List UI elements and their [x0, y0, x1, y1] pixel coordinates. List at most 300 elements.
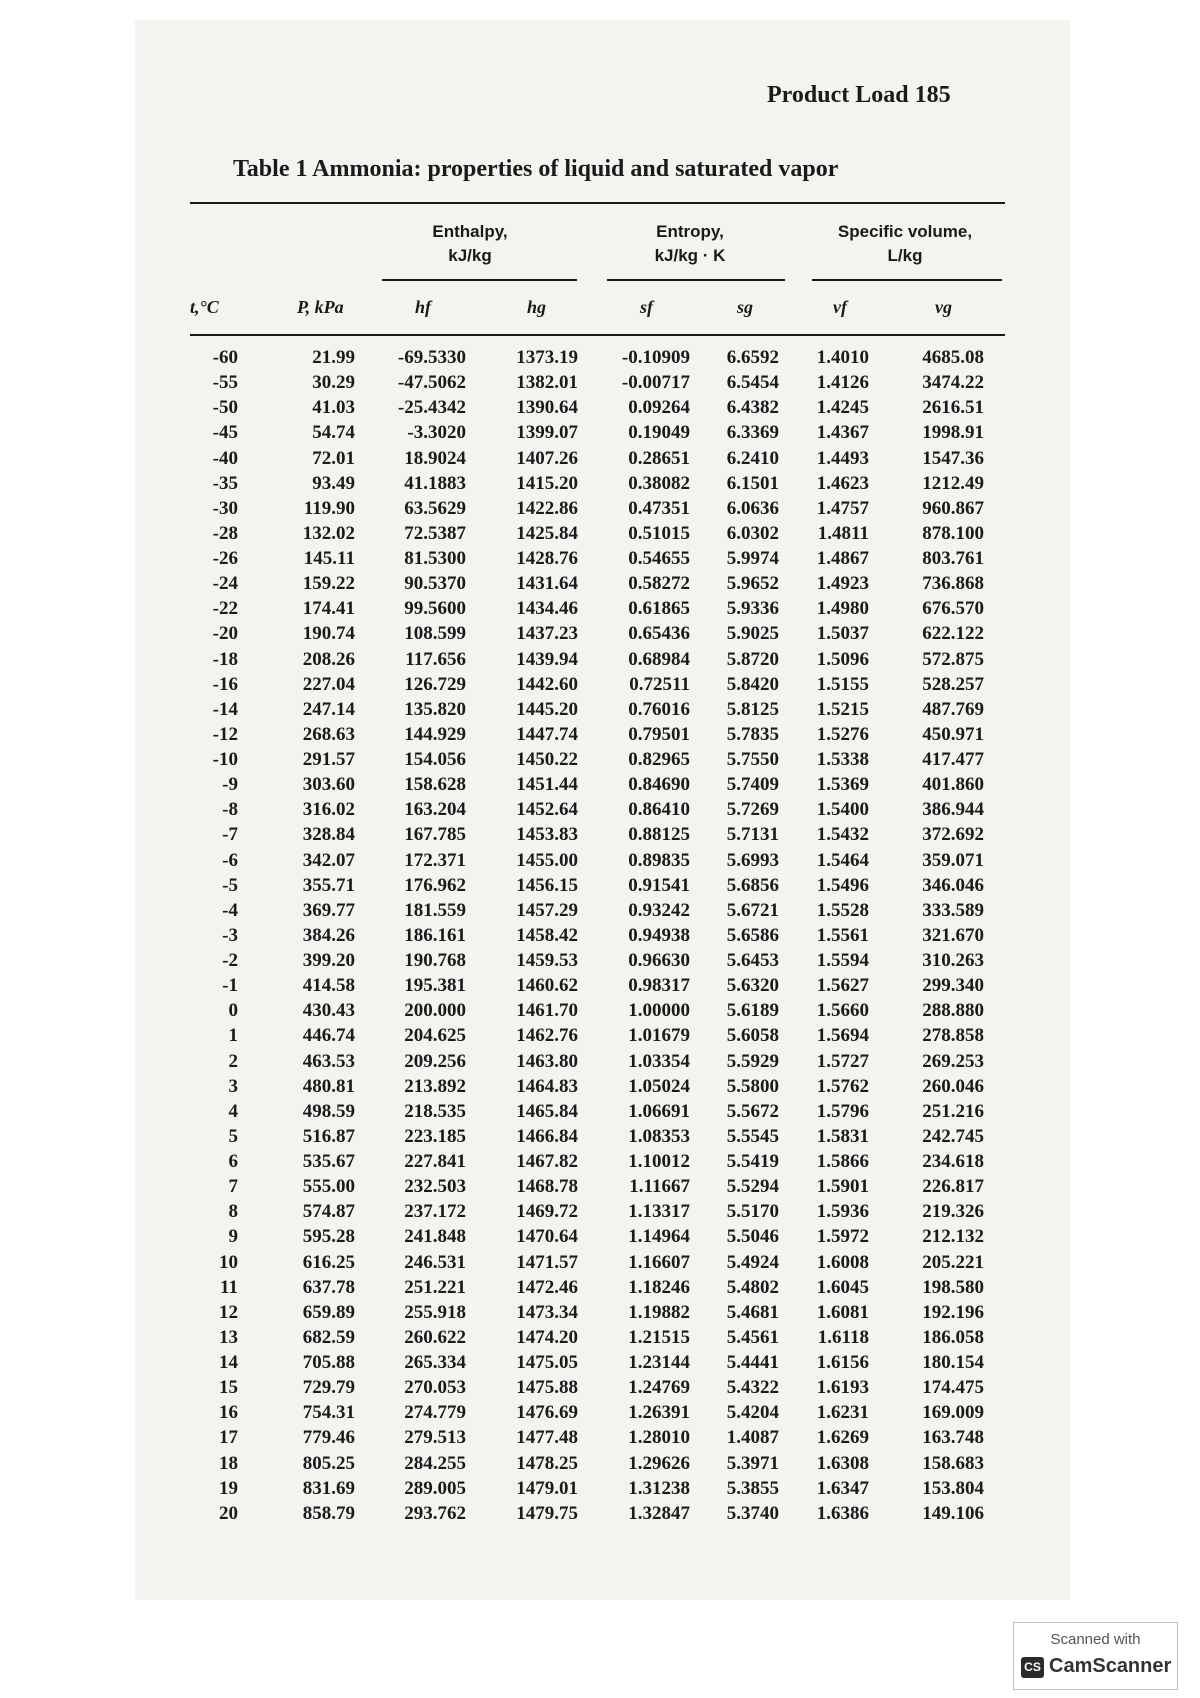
table-row: [185, 948, 984, 973]
table-row: [185, 496, 984, 521]
cell-t: -8: [222, 799, 238, 821]
cell-t: 2: [228, 1050, 238, 1072]
cell-sf: 1.10012: [628, 1151, 690, 1173]
cell-p: 705.88: [302, 1352, 355, 1374]
cell-hf: 279.513: [404, 1427, 466, 1449]
cell-hf: 274.779: [404, 1402, 466, 1424]
table-row: [185, 370, 984, 395]
cell-sf: 0.09264: [628, 397, 690, 419]
cell-hf: 158.628: [404, 774, 466, 796]
cell-t: 0: [228, 1000, 238, 1022]
cell-vf: 1.5936: [816, 1201, 869, 1223]
cell-t: 1: [228, 1025, 238, 1047]
cell-sf: 0.76016: [628, 698, 690, 720]
table-row: [185, 848, 984, 873]
cell-vf: 1.6269: [816, 1427, 869, 1449]
cell-t: -30: [212, 497, 238, 519]
cell-t: -10: [212, 749, 238, 771]
cell-sg: 5.5294: [726, 1176, 779, 1198]
cell-p: 291.57: [302, 749, 355, 771]
table-row: [185, 1099, 984, 1124]
cell-sg: 5.6586: [726, 924, 779, 946]
cell-p: 516.87: [302, 1125, 355, 1147]
cell-p: 159.22: [302, 573, 355, 595]
cell-hg: 1439.94: [516, 648, 578, 670]
cell-sf: 1.06691: [628, 1100, 690, 1122]
cell-p: 227.04: [302, 673, 355, 695]
col-header-sg: sg: [737, 297, 754, 317]
cell-vf: 1.4126: [816, 372, 869, 394]
cell-t: 19: [219, 1477, 238, 1499]
cell-sg: 5.3855: [726, 1477, 779, 1499]
cell-sg: 5.9336: [726, 598, 779, 620]
cell-t: -7: [222, 824, 238, 846]
table-row: [185, 797, 984, 822]
cell-sf: 1.21515: [628, 1326, 690, 1348]
cell-hf: 135.820: [404, 698, 466, 720]
cell-vg: 174.475: [922, 1377, 984, 1399]
cell-vg: 346.046: [922, 874, 984, 896]
cell-t: 4: [228, 1100, 238, 1122]
cell-vg: 1998.91: [922, 422, 984, 444]
cell-hg: 1475.88: [516, 1377, 578, 1399]
cell-t: -26: [212, 548, 238, 570]
cell-p: 399.20: [302, 950, 355, 972]
cell-p: 145.11: [303, 548, 355, 570]
table-row: [185, 345, 984, 370]
camscanner-logo-icon: CS: [1021, 1657, 1044, 1678]
cell-vg: 960.867: [922, 497, 984, 519]
badge-caption: Scanned with: [1050, 1631, 1141, 1648]
cell-t: -4: [222, 899, 238, 921]
cell-hg: 1465.84: [516, 1100, 578, 1122]
cell-vg: 572.875: [922, 648, 984, 670]
cell-sg: 5.6189: [726, 1000, 779, 1022]
table-row: [185, 873, 984, 898]
cell-vg: 359.071: [922, 849, 984, 871]
cell-sg: 5.5419: [726, 1151, 779, 1173]
cell-hg: 1479.01: [516, 1477, 578, 1499]
cell-p: 328.84: [302, 824, 355, 846]
table-row: [185, 1074, 984, 1099]
col-header-sf: sf: [640, 297, 653, 317]
cell-vg: 180.154: [922, 1352, 984, 1374]
cell-vf: 1.4923: [816, 573, 869, 595]
cell-hg: 1447.74: [516, 723, 578, 745]
header-rule: [190, 334, 1005, 336]
cell-hg: 1452.64: [516, 799, 578, 821]
cell-vg: 158.683: [922, 1452, 984, 1474]
cell-hg: 1464.83: [516, 1075, 578, 1097]
cell-hg: 1382.01: [516, 372, 578, 394]
cell-vf: 1.5796: [816, 1100, 869, 1122]
cell-sf: 1.31238: [628, 1477, 690, 1499]
table-row: [185, 521, 984, 546]
cell-sf: 1.19882: [628, 1301, 690, 1323]
cell-p: 637.78: [302, 1276, 355, 1298]
cell-sg: 5.4802: [726, 1276, 779, 1298]
group-header-line: Specific volume,: [837, 222, 973, 241]
cell-hg: 1477.48: [516, 1427, 578, 1449]
cell-sg: 5.8420: [726, 673, 779, 695]
cell-sg: 5.4322: [726, 1377, 779, 1399]
cell-hg: 1451.44: [516, 774, 578, 796]
cell-vf: 1.4010: [816, 347, 869, 369]
cell-sf: 0.86410: [628, 799, 690, 821]
group-header-entropy: [600, 220, 780, 268]
cell-p: 190.74: [302, 623, 355, 645]
group-header-line: kJ/kg · K: [654, 246, 726, 265]
table-body: [185, 345, 984, 1526]
cell-sf: 0.68984: [628, 648, 690, 670]
cell-p: 369.77: [302, 899, 355, 921]
cell-hf: 154.056: [404, 749, 466, 771]
cell-vg: 333.589: [922, 899, 984, 921]
cell-sf: 0.98317: [628, 975, 690, 997]
cell-hf: 241.848: [404, 1226, 466, 1248]
cell-vf: 1.5594: [816, 950, 869, 972]
cell-t: -24: [212, 573, 238, 595]
cell-hg: 1459.53: [516, 950, 578, 972]
cell-vg: 186.058: [922, 1326, 984, 1348]
cell-sf: -0.00717: [621, 372, 690, 394]
cell-vf: 1.5037: [816, 623, 869, 645]
cell-vg: 153.804: [922, 1477, 984, 1499]
cell-vg: 372.692: [922, 824, 984, 846]
cell-sg: 1.4087: [726, 1427, 779, 1449]
cell-sg: 5.5545: [726, 1125, 779, 1147]
cell-hf: 237.172: [404, 1201, 466, 1223]
cell-vg: 226.817: [922, 1176, 984, 1198]
cell-t: -50: [212, 397, 238, 419]
cell-t: -40: [212, 447, 238, 469]
cell-t: -35: [212, 472, 238, 494]
cell-hg: 1475.05: [516, 1352, 578, 1374]
cell-sf: 0.82965: [628, 749, 690, 771]
cell-hg: 1472.46: [516, 1276, 578, 1298]
cell-sg: 5.6993: [726, 849, 779, 871]
cell-sg: 5.9025: [726, 623, 779, 645]
table-row: [185, 998, 984, 1023]
cell-sg: 5.4561: [726, 1326, 779, 1348]
cell-hf: 144.929: [404, 723, 466, 745]
cell-sg: 5.7550: [726, 749, 779, 771]
cell-t: 6: [228, 1151, 238, 1173]
cell-sf: 1.23144: [628, 1352, 690, 1374]
cell-t: 7: [228, 1176, 238, 1198]
cell-hg: 1473.34: [516, 1301, 578, 1323]
top-rule: [190, 202, 1005, 204]
cell-hf: 18.9024: [404, 447, 466, 469]
group-header-line: Entropy,: [656, 222, 724, 241]
cell-sf: -0.10909: [621, 347, 690, 369]
cell-p: 805.25: [302, 1452, 355, 1474]
cell-sg: 6.5454: [726, 372, 779, 394]
cell-hf: 108.599: [404, 623, 466, 645]
cell-hg: 1445.20: [516, 698, 578, 720]
cell-t: -20: [212, 623, 238, 645]
cell-sg: 5.8125: [726, 698, 779, 720]
cell-sg: 6.6592: [726, 347, 779, 369]
cell-sg: 5.5672: [726, 1100, 779, 1122]
cell-hf: 90.5370: [404, 573, 466, 595]
table-row: [185, 395, 984, 420]
table-row: [185, 1350, 984, 1375]
cell-vg: 278.858: [922, 1025, 984, 1047]
cell-p: 342.07: [302, 849, 355, 871]
cell-hf: 246.531: [404, 1251, 466, 1273]
cell-sf: 0.51015: [628, 522, 690, 544]
cell-hf: 172.371: [404, 849, 466, 871]
cell-sg: 5.7409: [726, 774, 779, 796]
cell-sg: 5.6058: [726, 1025, 779, 1047]
group-header-line: L/kg: [887, 246, 923, 265]
cell-hg: 1453.83: [516, 824, 578, 846]
camscanner-badge: [1013, 1622, 1178, 1690]
cell-vf: 1.6193: [816, 1377, 869, 1399]
cell-hf: 265.334: [404, 1352, 466, 1374]
cell-sg: 5.6721: [726, 899, 779, 921]
ammonia-properties-table: [185, 345, 984, 1526]
cell-vf: 1.4757: [816, 497, 869, 519]
cell-vg: 676.570: [922, 598, 984, 620]
cell-vg: 450.971: [922, 723, 984, 745]
cell-vf: 1.4245: [816, 397, 869, 419]
cell-sg: 5.5800: [726, 1075, 779, 1097]
cell-p: 41.03: [312, 397, 355, 419]
cell-hf: 163.204: [404, 799, 466, 821]
cell-p: 858.79: [302, 1502, 355, 1524]
cell-p: 119.90: [303, 497, 355, 519]
cell-p: 831.69: [302, 1477, 355, 1499]
cell-sf: 0.93242: [628, 899, 690, 921]
cell-sg: 5.9974: [726, 548, 779, 570]
cell-sf: 0.72511: [629, 673, 690, 695]
volume-rule: [812, 279, 1002, 281]
cell-hf: 223.185: [404, 1125, 466, 1147]
cell-hg: 1450.22: [516, 749, 578, 771]
cell-p: 729.79: [302, 1377, 355, 1399]
cell-t: 11: [220, 1276, 238, 1298]
cell-vg: 528.257: [922, 673, 984, 695]
cell-p: 595.28: [302, 1226, 355, 1248]
col-header-vg: vg: [935, 297, 952, 317]
table-row: [185, 420, 984, 445]
cell-hf: -47.5062: [397, 372, 466, 394]
cell-p: 498.59: [302, 1100, 355, 1122]
cell-sg: 5.7131: [726, 824, 779, 846]
cell-hf: 289.005: [404, 1477, 466, 1499]
cell-hg: 1470.64: [516, 1226, 578, 1248]
table-row: [185, 697, 984, 722]
cell-vf: 1.6386: [816, 1502, 869, 1524]
cell-sg: 5.4441: [726, 1352, 779, 1374]
cell-p: 754.31: [302, 1402, 355, 1424]
cell-vf: 1.6081: [816, 1301, 869, 1323]
table-row: [185, 772, 984, 797]
group-header-enthalpy: [380, 220, 560, 268]
table-row: [185, 898, 984, 923]
cell-vg: 242.745: [922, 1125, 984, 1147]
cell-vf: 1.5694: [816, 1025, 869, 1047]
cell-hg: 1428.76: [516, 548, 578, 570]
cell-hg: 1407.26: [516, 447, 578, 469]
cell-sg: 6.4382: [726, 397, 779, 419]
table-row: [185, 1023, 984, 1048]
cell-p: 247.14: [302, 698, 355, 720]
cell-vg: 234.618: [922, 1151, 984, 1173]
cell-hg: 1467.82: [516, 1151, 578, 1173]
table-row: [185, 1325, 984, 1350]
cell-vf: 1.6045: [816, 1276, 869, 1298]
cell-sf: 0.84690: [628, 774, 690, 796]
cell-hg: 1462.76: [516, 1025, 578, 1047]
cell-sg: 5.7835: [726, 723, 779, 745]
cell-sg: 6.2410: [726, 447, 779, 469]
table-row: [185, 446, 984, 471]
cell-vf: 1.5276: [816, 723, 869, 745]
cell-vf: 1.5831: [816, 1125, 869, 1147]
cell-vg: 4685.08: [922, 347, 984, 369]
cell-sg: 5.9652: [726, 573, 779, 595]
cell-vf: 1.4367: [816, 422, 869, 444]
cell-sg: 5.4681: [726, 1301, 779, 1323]
cell-t: 16: [219, 1402, 238, 1424]
cell-hf: 284.255: [404, 1452, 466, 1474]
table-row: [185, 1124, 984, 1149]
cell-hf: 232.503: [404, 1176, 466, 1198]
cell-sf: 0.61865: [628, 598, 690, 620]
entropy-rule: [607, 279, 785, 281]
cell-t: 9: [228, 1226, 238, 1248]
cell-p: 480.81: [302, 1075, 355, 1097]
cell-sg: 6.3369: [726, 422, 779, 444]
cell-vg: 401.860: [922, 774, 984, 796]
cell-sg: 5.3971: [726, 1452, 779, 1474]
table-row: [185, 1451, 984, 1476]
table-row: [185, 973, 984, 998]
cell-vg: 803.761: [922, 548, 984, 570]
cell-sg: 6.0636: [726, 497, 779, 519]
table-row: [185, 1400, 984, 1425]
cell-sf: 0.28651: [628, 447, 690, 469]
cell-vf: 1.5096: [816, 648, 869, 670]
col-header-vf: vf: [833, 297, 847, 317]
cell-p: 30.29: [312, 372, 355, 394]
cell-p: 574.87: [302, 1201, 355, 1223]
cell-vf: 1.5972: [816, 1226, 869, 1248]
cell-t: -6: [222, 849, 238, 871]
cell-vf: 1.5400: [816, 799, 869, 821]
cell-sf: 1.01679: [628, 1025, 690, 1047]
cell-t: 18: [219, 1452, 238, 1474]
cell-hf: 99.5600: [404, 598, 466, 620]
cell-t: -60: [212, 347, 238, 369]
table-row: [185, 1199, 984, 1224]
cell-p: 779.46: [302, 1427, 355, 1449]
cell-vf: 1.5561: [816, 924, 869, 946]
cell-vf: 1.5901: [816, 1176, 869, 1198]
cell-vf: 1.4980: [816, 598, 869, 620]
cell-hf: 167.785: [404, 824, 466, 846]
cell-p: 682.59: [302, 1326, 355, 1348]
cell-hg: 1471.57: [516, 1251, 578, 1273]
cell-hg: 1455.00: [516, 849, 578, 871]
cell-vf: 1.6347: [816, 1477, 869, 1499]
cell-t: -16: [212, 673, 238, 695]
cell-sf: 0.96630: [628, 950, 690, 972]
cell-sg: 5.4204: [726, 1402, 779, 1424]
table-row: [185, 1174, 984, 1199]
cell-sf: 1.08353: [628, 1125, 690, 1147]
cell-p: 414.58: [302, 975, 355, 997]
cell-sg: 5.6453: [726, 950, 779, 972]
cell-vg: 736.868: [922, 573, 984, 595]
cell-hf: 255.918: [404, 1301, 466, 1323]
cell-vg: 163.748: [922, 1427, 984, 1449]
cell-hf: 81.5300: [404, 548, 466, 570]
cell-hg: 1469.72: [516, 1201, 578, 1223]
cell-hg: 1399.07: [516, 422, 578, 444]
cell-vf: 1.6308: [816, 1452, 869, 1474]
cell-t: -22: [212, 598, 238, 620]
cell-sf: 0.65436: [628, 623, 690, 645]
cell-p: 54.74: [312, 422, 355, 444]
cell-hg: 1457.29: [516, 899, 578, 921]
cell-t: -3: [222, 924, 238, 946]
cell-sg: 5.5046: [726, 1226, 779, 1248]
cell-t: -1: [222, 975, 238, 997]
cell-hf: -69.5330: [397, 347, 466, 369]
table-title: Table 1 Ammonia: properties of liquid and saturated vapor: [233, 156, 839, 182]
cell-hf: 190.768: [404, 950, 466, 972]
cell-vg: 192.196: [922, 1301, 984, 1323]
cell-t: -18: [212, 648, 238, 670]
cell-hg: 1478.25: [516, 1452, 578, 1474]
cell-hf: 218.535: [404, 1100, 466, 1122]
cell-vg: 1547.36: [922, 447, 984, 469]
cell-t: 3: [228, 1075, 238, 1097]
cell-p: 430.43: [302, 1000, 355, 1022]
group-header-volume: [810, 220, 1000, 268]
cell-vf: 1.5215: [816, 698, 869, 720]
cell-vg: 622.122: [922, 623, 984, 645]
cell-hf: 195.381: [404, 975, 466, 997]
cell-t: 12: [219, 1301, 238, 1323]
cell-p: 174.41: [302, 598, 355, 620]
cell-vg: 269.253: [922, 1050, 984, 1072]
cell-hf: 186.161: [404, 924, 466, 946]
cell-sf: 1.03354: [628, 1050, 690, 1072]
table-row: [185, 1250, 984, 1275]
cell-t: -14: [212, 698, 238, 720]
cell-sf: 1.24769: [628, 1377, 690, 1399]
cell-hf: 176.962: [404, 874, 466, 896]
enthalpy-rule: [382, 279, 577, 281]
cell-p: 463.53: [302, 1050, 355, 1072]
cell-hg: 1456.15: [516, 874, 578, 896]
table-row: [185, 923, 984, 948]
cell-p: 268.63: [302, 723, 355, 745]
cell-vg: 219.326: [922, 1201, 984, 1223]
cell-vg: 251.216: [922, 1100, 984, 1122]
cell-t: 14: [219, 1352, 238, 1374]
cell-t: -12: [212, 723, 238, 745]
cell-sf: 0.47351: [628, 497, 690, 519]
cell-t: -2: [222, 950, 238, 972]
cell-hf: 117.656: [405, 648, 466, 670]
cell-hg: 1461.70: [516, 1000, 578, 1022]
